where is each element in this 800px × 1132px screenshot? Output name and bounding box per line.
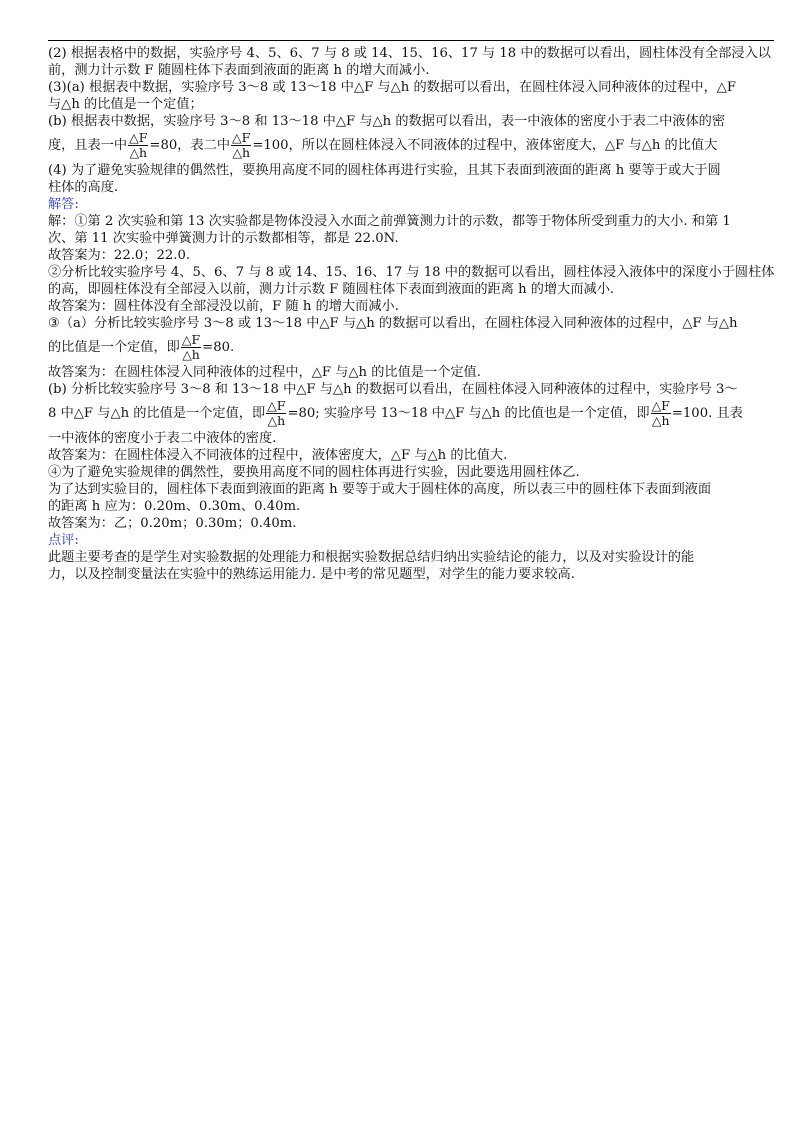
text-segment: 度，且表一中 — [48, 138, 128, 153]
text-line: 的高，即圆柱体没有全部浸入以前，测力计示数 F 随圆柱体下表面到液面的距离 h 的增大而减小. — [48, 282, 615, 297]
text-line: 前，测力计示数 F 随圆柱体下表面到液面的距离 h 的增大而减小. — [48, 63, 430, 78]
fraction-denominator: △h — [267, 413, 286, 428]
text-line: 解：①第 2 次实验和第 13 次实验都是物体没浸入水面之前弹簧测力计的示数，都等于物体所受到重力的大小. 和第 1 — [48, 214, 731, 229]
fraction-numerator: △F — [232, 130, 251, 145]
text-line: (4) 为了避免实验规律的偶然性，要换用高度不同的圆柱体再进行实验，且其下表面到液面的距离 h 要等于或大于圆 — [48, 163, 721, 178]
text-line: ④为了避免实验规律的偶然性，要换用高度不同的圆柱体再进行实验，因此要选用圆柱体乙. — [48, 465, 580, 480]
text-line: 故答案为：乙；0.20m；0.30m；0.40m. — [48, 516, 297, 531]
top-rule — [48, 40, 774, 41]
text-line: 故答案为：圆柱体没有全部浸没以前，F 随 h 的增大而减小. — [48, 299, 399, 314]
text-line: 故答案为：在圆柱体浸入同种液体的过程中，△F 与△h 的比值是一个定值. — [48, 365, 481, 380]
text-segment: =100. 且表 — [671, 406, 743, 421]
text-line: 的距离 h 应为：0.20m、0.30m、0.40m. — [48, 499, 301, 514]
fraction-numerator: △F — [129, 130, 148, 145]
text-segment: 的比值是一个定值，即 — [48, 340, 180, 355]
fraction-numerator: △F — [181, 332, 201, 347]
text-line: 为了达到实验目的，圆柱体下表面到液面的距离 h 要等于或大于圆柱体的高度，所以表三中的圆柱体下表面到液面 — [48, 482, 712, 497]
text-line: (b) 分析比较实验序号 3～8 和 13～18 中△F 与△h 的数据可以看出，在圆柱体浸入同种液体的过程中，实验序号 3～ — [48, 382, 738, 397]
text-line: 柱体的高度. — [48, 180, 119, 195]
text-segment: =100，所以在圆柱体浸入不同液体的过程中，液体密度大，△F 与△h 的比值大 — [252, 138, 718, 153]
text-line: ③（a）分析比较实验序号 3～8 或 13～18 中△F 与△h 的数据可以看出，在圆柱体浸入同种液体的过程中，△F 与△h — [48, 316, 738, 331]
text-line: (3)(a) 根据表中数据，实验序号 3～8 或 13～18 中△F 与△h 的数据可以看出，在圆柱体浸入同种液体的过程中，△F — [48, 80, 737, 95]
text-line: 故答案为：22.0；22.0. — [48, 248, 191, 263]
text-line-with-fraction — [48, 398, 774, 430]
fraction-denominator: △h — [182, 347, 200, 362]
comment-heading: 点评: — [48, 533, 79, 548]
text-line: 故答案为：在圆柱体浸入不同液体的过程中，液体密度大，△F 与△h 的比值大. — [48, 448, 508, 463]
text-line-with-fraction — [48, 130, 774, 162]
fraction-numerator: △F — [267, 398, 286, 413]
fraction — [651, 399, 671, 428]
text-line: (2) 根据表格中的数据，实验序号 4、5、6、7 与 8 或 14、15、16、17 与 18 中的数据可以看出，圆柱体没有全部浸入以 — [48, 46, 771, 61]
text-line: (b) 根据表中数据，实验序号 3～8 和 13～18 中△F 与△h 的数据可以看出，表一中液体的密度小于表二中液体的密 — [48, 114, 726, 129]
text-line: 力，以及控制变量法在实验中的熟练运用能力. 是中考的常见题型，对学生的能力要求较高. — [48, 567, 575, 582]
text-line: 一中液体的密度小于表二中液体的密度. — [48, 431, 277, 446]
text-line: 次、第 11 次实验中弹簧测力计的示数都相等，都是 22.0N. — [48, 231, 399, 246]
text-segment: =80，表二中 — [149, 138, 231, 153]
fraction-denominator: △h — [129, 145, 148, 160]
fraction-denominator: △h — [651, 413, 670, 428]
text-segment: =80; 实验序号 13～18 中△F 与△h 的比值也是一个定值，即 — [287, 406, 650, 421]
text-line-with-fraction — [48, 332, 774, 364]
text-line: 此题主要考查的是学生对实验数据的处理能力和根据实验数据总结归纳出实验结论的能力，以及对实验设计的能 — [48, 550, 695, 565]
fraction — [181, 333, 201, 362]
text-segment: =80. — [202, 340, 235, 355]
text-line: 与△h 的比值是一个定值； — [48, 97, 203, 112]
fraction — [266, 399, 286, 428]
fraction — [231, 131, 251, 160]
document-page — [48, 40, 774, 583]
text-segment: 8 中△F 与△h 的比值是一个定值，即 — [48, 406, 266, 421]
text-line: ②分析比较实验序号 4、5、6、7 与 8 或 14、15、16、17 与 18 中的数据可以看出，圆柱体浸入液体中的深度小于圆柱体 — [48, 265, 774, 280]
fraction-denominator: △h — [232, 145, 250, 160]
fraction — [128, 131, 148, 160]
fraction-numerator: △F — [651, 398, 670, 413]
answer-heading: 解答: — [48, 197, 79, 212]
